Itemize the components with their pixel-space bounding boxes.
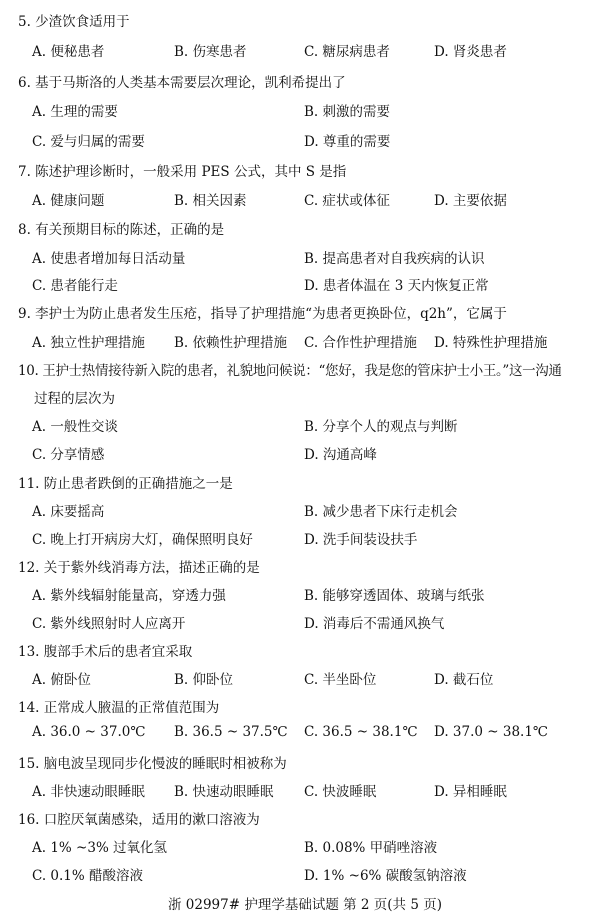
- option-b: B. 仰卧位: [174, 672, 234, 688]
- option-a: A. 便秘患者: [32, 44, 105, 60]
- option-d: D. 患者体温在 3 天内恢复正常: [304, 278, 489, 294]
- question-stem-continued: 过程的层次为: [34, 391, 115, 407]
- option-c: C. 36.5 ~ 38.1℃: [304, 724, 418, 740]
- question-stem: 7. 陈述护理诊断时，一般采用 PES 公式，其中 S 是指: [18, 164, 347, 180]
- option-c: C. 症状或体征: [304, 193, 390, 209]
- option-b: B. 依赖性护理措施: [174, 335, 288, 351]
- question-stem: 9. 李护士为防止患者发生压疮，指导了护理措施“为患者更换卧位，q2h”，它属于: [18, 306, 507, 322]
- option-b: B. 相关因素: [174, 193, 247, 209]
- option-a: A. 1% ~3% 过氧化氢: [32, 840, 168, 856]
- question-stem: 12. 关于紫外线消毒方法，描述正确的是: [18, 560, 260, 576]
- option-a: A. 床要摇高: [32, 504, 105, 520]
- option-b: B. 提高患者对自我疾病的认识: [304, 251, 485, 267]
- question-stem: 6. 基于马斯洛的人类基本需要层次理论，凯利希提出了: [18, 75, 346, 91]
- question-stem: 15. 脑电波呈现同步化慢波的睡眠时相被称为: [18, 756, 287, 772]
- option-a: A. 俯卧位: [32, 672, 91, 688]
- option-b: B. 减少患者下床行走机会: [304, 504, 458, 520]
- option-c: C. 快波睡眠: [304, 784, 377, 800]
- page-footer: 浙 02997# 护理学基础试题 第 2 页(共 5 页): [167, 897, 442, 913]
- option-a: A. 一般性交谈: [32, 419, 118, 435]
- option-a: A. 使患者增加每日活动量: [32, 251, 186, 267]
- option-c: C. 分享情感: [32, 447, 105, 463]
- question-stem: 16. 口腔厌氧菌感染，适用的漱口溶液为: [18, 812, 260, 828]
- option-c: C. 紫外线照射时人应离开: [32, 616, 186, 632]
- question-stem: 14. 正常成人腋温的正常值范围为: [18, 700, 220, 716]
- option-d: D. 消毒后不需通风换气: [304, 616, 445, 632]
- option-d: D. 沟通高峰: [304, 447, 377, 463]
- option-c: C. 爱与归属的需要: [32, 134, 145, 150]
- option-c: C. 半坐卧位: [304, 672, 377, 688]
- option-c: C. 合作性护理措施: [304, 335, 417, 351]
- option-d: D. 37.0 ~ 38.1℃: [434, 724, 549, 740]
- option-d: D. 特殊性护理措施: [434, 335, 548, 351]
- option-d: D. 截石位: [434, 672, 494, 688]
- option-a: A. 独立性护理措施: [32, 335, 145, 351]
- option-b: B. 36.5 ~ 37.5℃: [174, 724, 288, 740]
- option-c: C. 晚上打开病房大灯，确保照明良好: [32, 532, 253, 548]
- option-c: C. 患者能行走: [32, 278, 118, 294]
- option-d: D. 异相睡眠: [434, 784, 507, 800]
- option-b: B. 快速动眼睡眠: [174, 784, 274, 800]
- option-d: D. 1% ~6% 碳酸氢钠溶液: [304, 868, 467, 884]
- option-c: C. 糖尿病患者: [304, 44, 390, 60]
- option-a: A. 生理的需要: [32, 104, 118, 120]
- option-a: A. 非快速动眼睡眠: [32, 784, 145, 800]
- option-d: D. 主要依据: [434, 193, 507, 209]
- option-c: C. 0.1% 醋酸溶液: [32, 868, 144, 884]
- option-a: A. 紫外线辐射能量高，穿透力强: [32, 588, 226, 604]
- option-d: D. 肾炎患者: [434, 44, 507, 60]
- question-stem: 5. 少渣饮食适用于: [18, 14, 130, 30]
- option-d: D. 尊重的需要: [304, 134, 391, 150]
- option-b: B. 伤寒患者: [174, 44, 247, 60]
- option-a: A. 36.0 ~ 37.0℃: [32, 724, 146, 740]
- question-stem: 13. 腹部手术后的患者宜采取: [18, 644, 193, 660]
- question-stem: 11. 防止患者跌倒的正确措施之一是: [18, 476, 233, 492]
- option-b: B. 0.08% 甲硝唑溶液: [304, 840, 438, 856]
- option-d: D. 洗手间装设扶手: [304, 532, 418, 548]
- question-stem: 8. 有关预期目标的陈述，正确的是: [18, 222, 225, 238]
- option-b: B. 能够穿透固体、玻璃与纸张: [304, 588, 485, 604]
- option-b: B. 刺激的需要: [304, 104, 391, 120]
- option-a: A. 健康问题: [32, 193, 105, 209]
- question-stem: 10. 王护士热情接待新入院的患者，礼貌地问候说：“您好，我是您的管床护士小王。”这一沟通: [18, 363, 562, 379]
- option-b: B. 分享个人的观点与判断: [304, 419, 458, 435]
